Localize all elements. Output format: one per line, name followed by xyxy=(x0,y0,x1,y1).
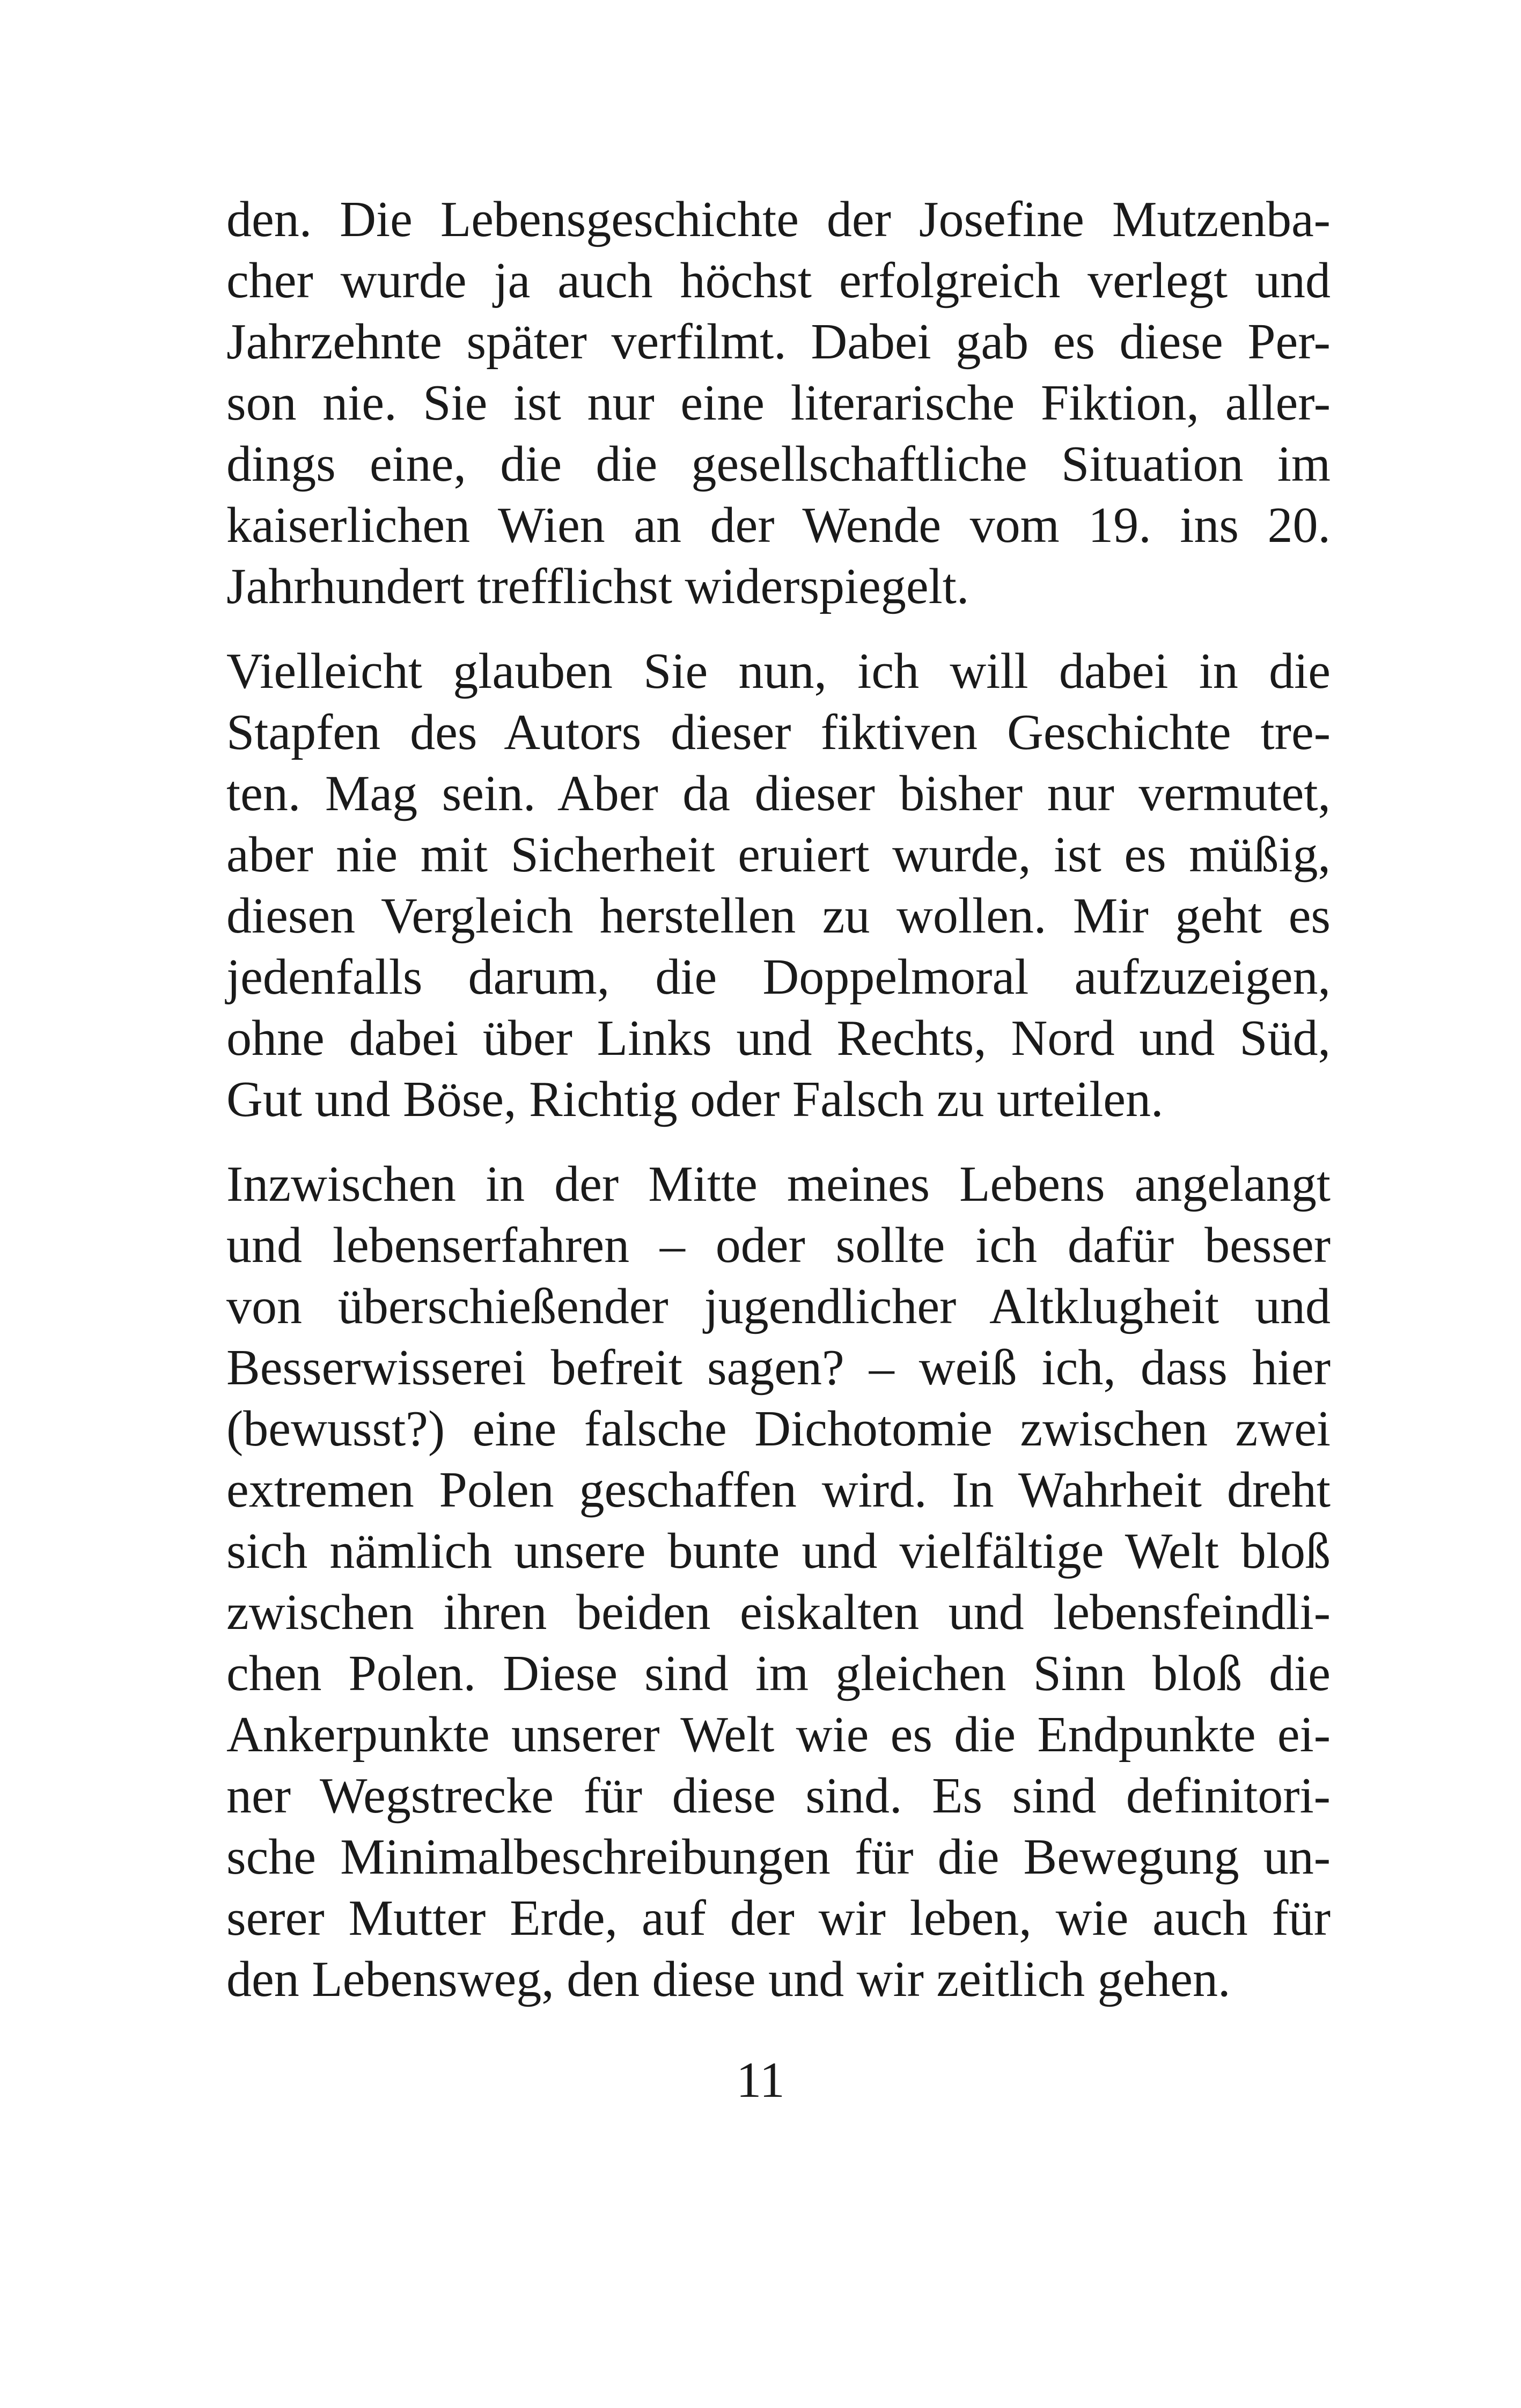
text-line: ner Wegstrecke für diese sind. Es sind definitori- xyxy=(226,1768,1331,1824)
text-line: Besserwisserei befreit sagen? – weiß ich, dass hier xyxy=(226,1340,1331,1396)
text-line: ohne dabei über Links und Rechts, Nord und Süd, xyxy=(226,1010,1331,1066)
text-line: Vielleicht glauben Sie nun, ich will dabei in die xyxy=(226,643,1331,699)
paragraph-3 xyxy=(226,1154,1331,2010)
body-text xyxy=(226,189,1331,2033)
text-line: jedenfalls darum, die Doppelmoral aufzuzeigen, xyxy=(226,949,1331,1005)
text-line: son nie. Sie ist nur eine literarische Fiktion, aller- xyxy=(226,375,1331,431)
text-line: extremen Polen geschaffen wird. In Wahrheit dreht xyxy=(226,1462,1331,1518)
paragraph-1 xyxy=(226,189,1331,617)
text-line: cher wurde ja auch höchst erfolgreich verlegt und xyxy=(226,253,1331,309)
text-line: Jahrhundert trefflichst widerspiegelt. xyxy=(226,559,969,614)
text-line: von überschießender jugendlicher Altklugheit und xyxy=(226,1279,1331,1334)
text-line: (bewusst?) eine falsche Dichotomie zwischen zwei xyxy=(226,1401,1331,1457)
text-line: aber nie mit Sicherheit eruiert wurde, ist es müßig, xyxy=(226,827,1331,883)
text-line: Inzwischen in der Mitte meines Lebens angelangt xyxy=(226,1156,1331,1212)
text-line: Gut und Böse, Richtig oder Falsch zu urteilen. xyxy=(226,1071,1164,1127)
text-line: Ankerpunkte unserer Welt wie es die Endpunkte ei- xyxy=(226,1707,1331,1763)
text-line: ten. Mag sein. Aber da dieser bisher nur vermutet, xyxy=(226,766,1331,821)
text-line: sich nämlich unsere bunte und vielfältige Welt bloß xyxy=(226,1523,1331,1579)
paragraph-2 xyxy=(226,641,1331,1130)
text-line: und lebenserfahren – oder sollte ich dafür besser xyxy=(226,1217,1331,1273)
text-line: kaiserlichen Wien an der Wende vom 19. ins 20. xyxy=(226,497,1331,553)
text-line: serer Mutter Erde, auf der wir leben, wie auch für xyxy=(226,1890,1331,1946)
text-line: dings eine, die die gesellschaftliche Situation im xyxy=(226,436,1331,492)
page-number: 11 xyxy=(736,2052,785,2108)
text-line: den Lebensweg, den diese und wir zeitlich gehen. xyxy=(226,1951,1231,2007)
text-line: Jahrzehnte später verfilmt. Dabei gab es diese Per- xyxy=(226,314,1331,370)
text-line: Stapfen des Autors dieser fiktiven Geschichte tre- xyxy=(226,704,1331,760)
text-line: sche Minimalbeschreibungen für die Bewegung un- xyxy=(226,1829,1331,1885)
text-line: diesen Vergleich herstellen zu wollen. Mir geht es xyxy=(226,888,1331,944)
text-line: den. Die Lebensgeschichte der Josefine Mutzenba- xyxy=(226,192,1331,247)
text-line: zwischen ihren beiden eiskalten und lebensfeindli- xyxy=(226,1584,1331,1640)
text-line: chen Polen. Diese sind im gleichen Sinn bloß die xyxy=(226,1646,1331,1701)
